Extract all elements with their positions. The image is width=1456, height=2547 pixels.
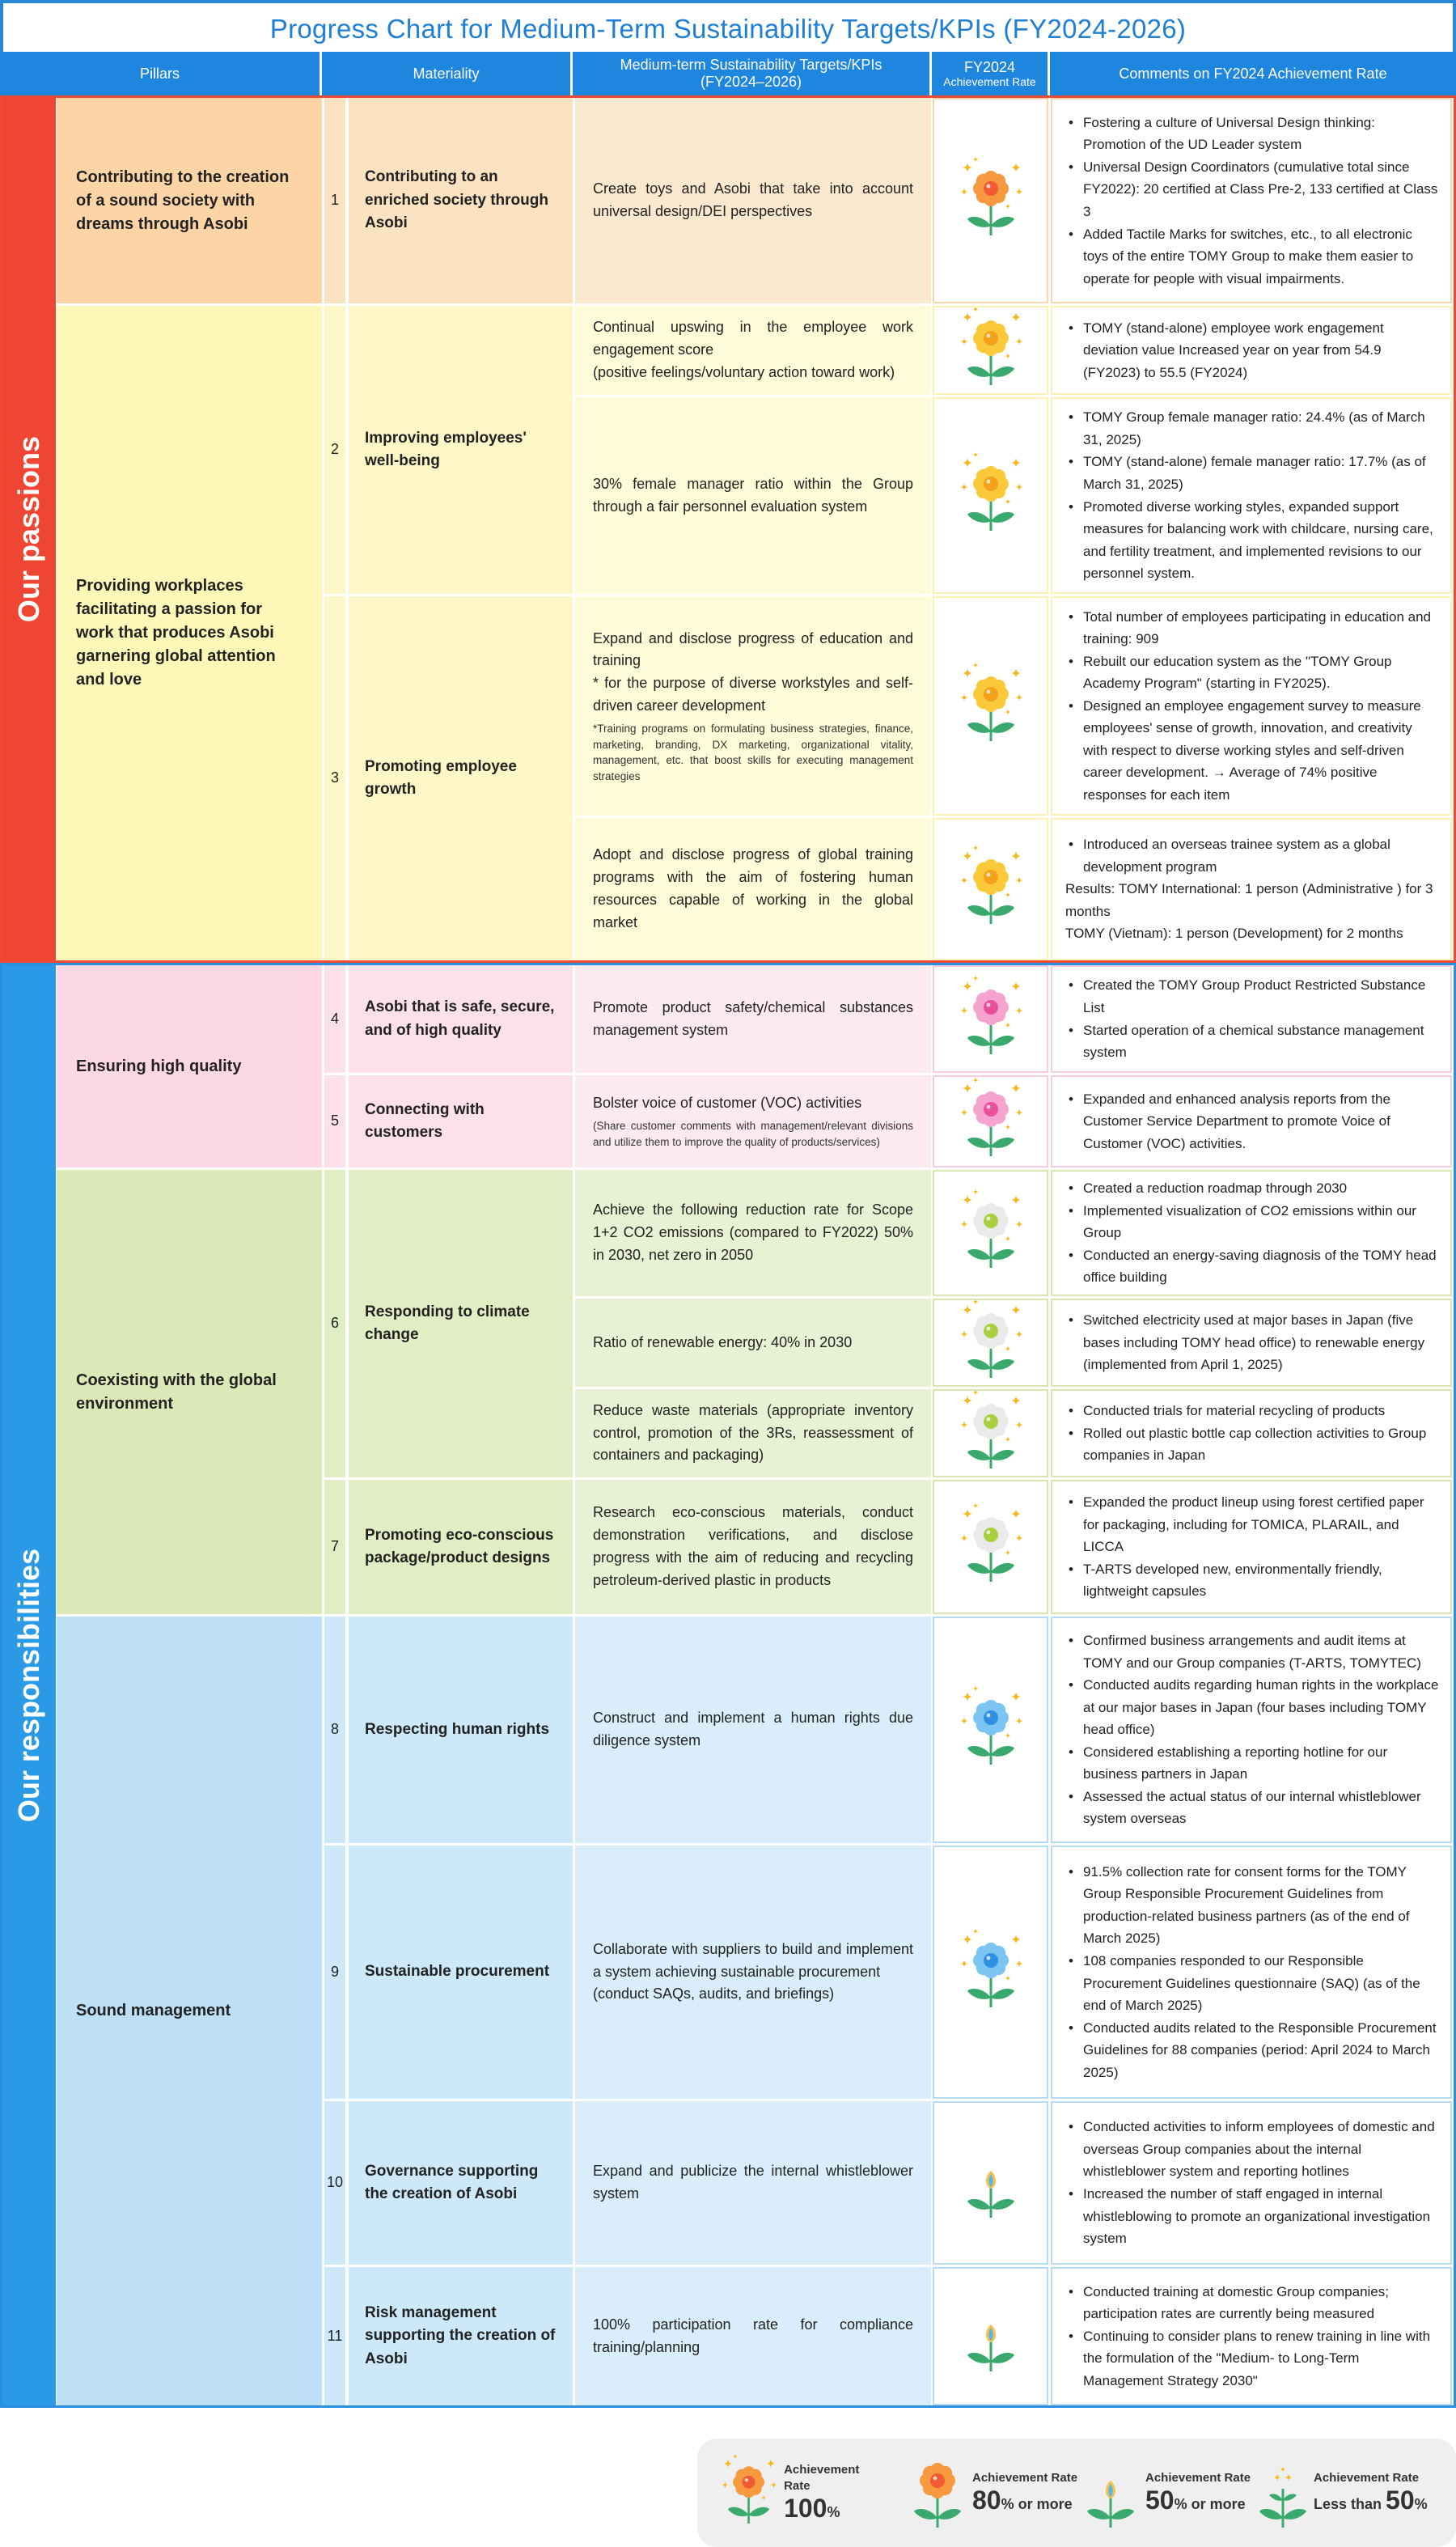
- sparkle-icon: [1010, 1508, 1022, 1519]
- sidebar-our-responsibilities: Our responsibilities: [2, 965, 56, 2405]
- comment-item: • Assessed the actual status of our internal whistleblower system overseas: [1065, 1786, 1439, 1830]
- pillar-global-environment: Coexisting with the global environment: [57, 1170, 322, 1614]
- sparkle-icon: [1010, 1691, 1022, 1702]
- sparkle-icon: [1010, 981, 1022, 992]
- materiality-label: Asobi that is safe, secure, and of high quality: [349, 965, 573, 1073]
- kpi-text: Construct and implement a human rights due diligence system: [593, 1710, 913, 1748]
- sparkle-icon: [960, 1007, 968, 1015]
- kpi-text: 30% female manager ratio within the Group through a fair personnel evaluation system: [593, 475, 913, 515]
- sparkle-icon: [960, 1330, 968, 1338]
- comments-cell: [1051, 596, 1452, 816]
- header-pillars: Pillars: [0, 52, 322, 95]
- comments-cell: [1051, 397, 1452, 594]
- comments-cell: [1051, 1299, 1452, 1387]
- sparkle-icon: [972, 975, 979, 981]
- sparkle-icon: [1005, 1346, 1011, 1352]
- legend-item-less-50: Achievement Rate Less than 50%: [1259, 2439, 1453, 2547]
- kpi-subtext: * for the purpose of diverse workstyles and self-driven career development: [593, 675, 913, 714]
- sparkle-icon: [1005, 1436, 1011, 1443]
- kpi-cell: [575, 397, 931, 594]
- sparkle-icon: [962, 1691, 973, 1702]
- comments-cell: [1051, 1480, 1452, 1614]
- sparkle-icon: [972, 451, 979, 458]
- kpi-note: *Training programs on formulating business strategies, finance, marketing, branding, DX marketing, organizational vitality, management, etc. that boost skills for executing management strategies: [593, 723, 913, 782]
- comments-cell: [1051, 1846, 1452, 2099]
- sparkle-icon: [1005, 709, 1011, 715]
- bud-icon: [953, 2138, 1029, 2227]
- kpi-cell: [575, 1617, 931, 1843]
- comment-item: • Conducted training at domestic Group companies; participation rates are currently being measured: [1065, 2281, 1439, 2325]
- sparkle-icon: [972, 662, 979, 668]
- legend-item-100: Achievement Rate 100%: [715, 2439, 877, 2547]
- sparkle-icon: [960, 1534, 968, 1542]
- comment-extra: TOMY (Vietnam): 1 person (Development) for 2 months: [1065, 926, 1403, 942]
- comment-item: • TOMY (stand-alone) employee work engagement deviation value Increased year on year from 54.9 (FY2023) to 55.5 (FY2024): [1065, 317, 1439, 384]
- achievement-rate-cell: [933, 1617, 1048, 1843]
- materiality-label: Promoting employee growth: [349, 596, 573, 960]
- kpi-text: Bolster voice of customer (VOC) activities: [593, 1095, 862, 1112]
- comment-item: • Confirmed business arrangements and audit items at TOMY and our Group companies (T-ARTS, TOMYTEC): [1065, 1629, 1439, 1674]
- sparkle-icon: [1005, 1235, 1011, 1242]
- sparkle-icon: [960, 693, 968, 701]
- sparkle-icon: [1005, 498, 1011, 505]
- comment-item: • Introduced an overseas trainee system as a global development program: [1065, 833, 1439, 878]
- sparkle-icon: [1015, 1717, 1023, 1725]
- header-comments: Comments on FY2024 Achievement Rate: [1119, 65, 1387, 82]
- sparkle-icon: [766, 2459, 776, 2469]
- materiality-number: 2: [324, 306, 345, 594]
- comment-item: • Started operation of a chemical substance management system: [1065, 1019, 1439, 1064]
- sparkle-icon: [1015, 1421, 1023, 1429]
- achievement-rate-cell: [933, 1170, 1048, 1296]
- comment-item: • TOMY (stand-alone) female manager ratio: 17.7% (as of March 31, 2025): [1065, 451, 1439, 495]
- kpi-cell: [575, 1846, 931, 2099]
- pillar-sound-management: Sound management: [57, 1617, 322, 2405]
- materiality-label: Responding to climate change: [349, 1170, 573, 1477]
- flower-icon: [953, 451, 1029, 540]
- page-title: Progress Chart for Medium-Term Sustainability Targets/KPIs (FY2024-2026): [0, 0, 1456, 52]
- materiality-label: Governance supporting the creation of Asobi: [349, 2101, 573, 2265]
- sparkle-icon: [960, 1717, 968, 1725]
- comments-cell: [1051, 965, 1452, 1073]
- kpi-cell: [575, 818, 931, 960]
- sidebar-our-passions: Our passions: [2, 98, 56, 960]
- kpi-cell: [575, 1389, 931, 1477]
- sparkle-icon: [1010, 1194, 1022, 1206]
- sparkle-icon: [962, 162, 973, 173]
- sprout-less-50-icon: [1259, 2448, 1307, 2537]
- comment-item: • Added Tactile Marks for switches, etc., to all electronic toys of the entire TOMY Group to make them easier to operate for people with visual impairments.: [1065, 223, 1439, 290]
- sparkle-icon: [722, 2481, 729, 2489]
- achievement-rate-cell: [933, 98, 1048, 303]
- kpi-cell: [575, 965, 931, 1073]
- comment-item: • 91.5% collection rate for consent forms for the TOMY Group Responsible Procurement Guidelines from production-related business partners (as of the end of March 2025): [1065, 1861, 1439, 1950]
- comment-item: • Conducted an energy-saving diagnosis of the TOMY head office building: [1065, 1244, 1439, 1289]
- sparkle-icon: [1010, 667, 1022, 679]
- kpi-text: Promote product safety/chemical substances management system: [593, 998, 913, 1038]
- comments-cell: [1051, 98, 1452, 303]
- sparkle-icon: [972, 845, 979, 851]
- comment-item: • Expanded and enhanced analysis reports from the Customer Service Department to promote Voice of Customer (VOC) activities.: [1065, 1088, 1439, 1155]
- sparkle-icon: [1005, 203, 1011, 210]
- materiality-label: Risk management supporting the creation of Asobi: [349, 2267, 573, 2405]
- sparkle-icon: [960, 483, 968, 491]
- achievement-rate-cell: [933, 965, 1048, 1073]
- comment-item: • Fostering a culture of Universal Design thinking: Promotion of the UD Leader system: [1065, 112, 1439, 156]
- kpi-text: Expand and disclose progress of education and training: [593, 629, 913, 669]
- kpi-text: Research eco-conscious materials, conduct demonstration verifications, and disclose progress with the aim of reducing and recycling petroleum-derived plastic in products: [593, 1504, 913, 1588]
- flower-icon: [953, 845, 1029, 934]
- comment-item: • Conducted trials for material recycling of products: [1065, 1400, 1439, 1422]
- comment-item: • Considered establishing a reporting hotline for our business partners in Japan: [1065, 1741, 1439, 1786]
- kpi-cell: [575, 2101, 931, 2265]
- header-kpi: Medium-term Sustainability Targets/KPIs (FY2024–2026): [573, 52, 932, 95]
- flower-icon: [953, 662, 1029, 751]
- materiality-label: Sustainable procurement: [349, 1846, 573, 2099]
- sparkle-icon: [1015, 1108, 1023, 1117]
- flower-icon: [953, 975, 1029, 1064]
- sparkle-icon: [960, 876, 968, 884]
- sparkle-icon: [962, 981, 973, 992]
- sparkle-icon: [972, 1502, 979, 1509]
- comment-item: • Created a reduction roadmap through 2030: [1065, 1177, 1439, 1200]
- achievement-rate-cell: [933, 1846, 1048, 2099]
- comments-cell: [1051, 818, 1452, 960]
- sparkle-icon: [962, 667, 973, 679]
- sparkle-icon: [1010, 1395, 1022, 1406]
- achievement-rate-cell: [933, 1075, 1048, 1168]
- materiality-number: 4: [324, 965, 345, 1073]
- comment-item: • Switched electricity used at major bases in Japan (five bases including TOMY head office) to renewable energy (implemented from April 1, 2025): [1065, 1309, 1439, 1376]
- comment-item: • Created the TOMY Group Product Restricted Substance List: [1065, 974, 1439, 1019]
- achievement-rate-cell: [933, 1389, 1048, 1477]
- sparkle-icon: [962, 1304, 973, 1316]
- sparkle-icon: [962, 850, 973, 862]
- kpi-text: Adopt and disclose progress of global training programs with the aim of fostering human resources capable of working in the global market: [593, 846, 913, 930]
- materiality-number: 6: [324, 1170, 345, 1477]
- pillar-high-quality: Ensuring high quality: [57, 965, 322, 1168]
- kpi-subtext: (positive feelings/voluntary action toward work): [593, 363, 895, 380]
- materiality-number: 1: [324, 98, 345, 303]
- flower-icon: [953, 1077, 1029, 1166]
- flower-icon: [953, 1928, 1029, 2017]
- materiality-label: Respecting human rights: [349, 1617, 573, 1843]
- legend-item-80: Achievement Rate 80% or more: [909, 2439, 1079, 2547]
- comments-cell: [1051, 2267, 1452, 2405]
- sparkle-icon: [1010, 850, 1022, 862]
- materiality-label: Contributing to an enriched society through Asobi: [349, 98, 573, 303]
- bud-50-icon: [1082, 2448, 1139, 2537]
- materiality-label: Connecting with customers: [349, 1075, 573, 1168]
- sparkle-icon: [1005, 1732, 1011, 1739]
- comment-item: • Conducted audits regarding human rights in the workplace at our major bases in Japan (four bases including TOMY head office): [1065, 1674, 1439, 1741]
- sparkle-icon: [1005, 1124, 1011, 1130]
- materiality-number: 9: [324, 1846, 345, 2099]
- achievement-rate-cell: [933, 818, 1048, 960]
- comment-item: • Designed an employee engagement survey to measure employees' sense of growth, innovation, and creativity with respect to diverse working styles and self-driven career development. → Average of 74% positive responses for each item: [1065, 695, 1439, 807]
- sparkle-icon: [1015, 1960, 1023, 1968]
- sparkle-icon: [972, 1928, 979, 1935]
- sparkle-icon: [972, 1299, 979, 1305]
- kpi-text: Reduce waste materials (appropriate inventory control, promotion of the 3Rs, reassessment of containers and packaging): [593, 1401, 913, 1464]
- sparkle-icon: [1010, 311, 1022, 323]
- kpi-text: Expand and publicize the internal whistleblower system: [593, 2163, 913, 2202]
- materiality-number: 3: [324, 596, 345, 960]
- sparkle-icon: [1015, 188, 1023, 196]
- flower-80-icon: [909, 2448, 966, 2537]
- comment-item: • Promoted diverse working styles, expanded support measures for balancing work with childcare, nursing care, and fertility treatment, and implemented revisions to our personnel system.: [1065, 496, 1439, 585]
- pillar-workplaces: Providing workplaces facilitating a passion for work that produces Asobi garnering global attention and love: [57, 306, 322, 960]
- pillar-sound-society: Contributing to the creation of a sound society with dreams through Asobi: [57, 98, 322, 303]
- sparkle-icon: [1015, 1220, 1023, 1228]
- sparkle-icon: [1015, 1007, 1023, 1015]
- flower-100-icon: [715, 2448, 782, 2537]
- comment-item: • Expanded the product lineup using forest certified paper for packaging, including for TOMICA, PLARAIL, and LICCA: [1065, 1491, 1439, 1558]
- table-header: [0, 52, 1456, 95]
- comment-item: • Universal Design Coordinators (cumulative total since FY2022): 20 certified at Class Pre-2, 133 certified at Class 3: [1065, 156, 1439, 223]
- kpi-text: Ratio of renewable energy: 40% in 2030: [593, 1333, 853, 1350]
- sparkle-icon: [1010, 1304, 1022, 1316]
- sparkle-icon: [1273, 2473, 1281, 2481]
- comment-item: • Continuing to consider plans to renew training in line with the formulation of the "Medium- to Long-Term Management Strategy 2030": [1065, 2325, 1439, 2392]
- materiality-number: 10: [324, 2101, 345, 2265]
- comment-item: • Increased the number of staff engaged in internal whistleblowing to promote an organizational investigation system: [1065, 2183, 1439, 2250]
- sparkle-icon: [770, 2481, 777, 2489]
- materiality-label: Promoting eco-conscious package/product designs: [349, 1480, 573, 1614]
- kpi-note: (Share customer comments with management/relevant divisions and utilize them to improve the quality of products/services): [593, 1120, 913, 1148]
- sparkle-icon: [1010, 1934, 1022, 1945]
- comments-cell: [1051, 1617, 1452, 1843]
- sparkle-icon: [1005, 892, 1011, 898]
- kpi-cell: [575, 1299, 931, 1387]
- achievement-rate-cell: [933, 306, 1048, 395]
- sparkle-icon: [761, 2495, 767, 2501]
- comment-item: • Rebuilt our education system as the "TOMY Group Academy Program" (starting in FY2025).: [1065, 651, 1439, 695]
- kpi-cell: [575, 596, 931, 816]
- sparkle-icon: [1015, 1534, 1023, 1542]
- sparkle-icon: [1285, 2473, 1293, 2481]
- header-materiality: Materiality: [322, 52, 573, 95]
- sparkle-icon: [962, 1934, 973, 1945]
- flower-icon: [953, 1299, 1029, 1387]
- sparkle-icon: [1015, 1330, 1023, 1338]
- comment-item: • Implemented visualization of CO2 emissions within our Group: [1065, 1200, 1439, 1244]
- flower-icon: [953, 1389, 1029, 1477]
- flower-icon: [953, 1189, 1029, 1278]
- bud-icon: [953, 2292, 1029, 2381]
- kpi-text: Continual upswing in the employee work engagement score: [593, 319, 913, 358]
- flower-icon: [953, 156, 1029, 245]
- kpi-text: Create toys and Asobi that take into account universal design/DEI perspectives: [593, 180, 913, 219]
- sparkle-icon: [1015, 876, 1023, 884]
- sparkle-icon: [723, 2459, 733, 2469]
- sparkle-icon: [972, 1189, 979, 1195]
- sparkle-icon: [1010, 1083, 1022, 1094]
- kpi-cell: [575, 1075, 931, 1168]
- sparkle-icon: [960, 1108, 968, 1117]
- sparkle-icon: [960, 1220, 968, 1228]
- sparkle-icon: [962, 1194, 973, 1206]
- sparkle-icon: [972, 1685, 979, 1692]
- sparkle-icon: [732, 2453, 738, 2459]
- comment-extra: Results: TOMY International: 1 person (Administrative ) for 3 months: [1065, 881, 1433, 919]
- materiality-number: 7: [324, 1480, 345, 1614]
- achievement-rate-cell: [933, 2101, 1048, 2265]
- comments-cell: [1051, 1389, 1452, 1477]
- materiality-number: 5: [324, 1075, 345, 1168]
- header-achievement-rate: FY2024 Achievement Rate: [932, 52, 1050, 95]
- kpi-text: Achieve the following reduction rate for Scope 1+2 CO2 emissions (compared to FY2022) 50% in 2030, net zero in 2050: [593, 1201, 913, 1263]
- sparkle-icon: [972, 1389, 979, 1396]
- sparkle-icon: [1280, 2466, 1286, 2473]
- kpi-cell: [575, 2267, 931, 2405]
- achievement-rate-cell: [933, 397, 1048, 594]
- comment-item: • Conducted activities to inform employees of domestic and overseas Group companies about the internal whistleblower system and reporting hotlines: [1065, 2116, 1439, 2183]
- kpi-cell: [575, 1480, 931, 1614]
- sparkle-icon: [962, 457, 973, 468]
- sparkle-icon: [1005, 1549, 1011, 1556]
- sparkle-icon: [972, 306, 979, 312]
- sparkle-icon: [960, 337, 968, 345]
- kpi-cell: [575, 306, 931, 395]
- materiality-label: Improving employees' well-being: [349, 306, 573, 594]
- comment-item: • T-ARTS developed new, environmentally friendly, lightweight capsules: [1065, 1558, 1439, 1603]
- sparkle-icon: [962, 1508, 973, 1519]
- comments-cell: [1051, 1170, 1452, 1296]
- kpi-text: 100% participation rate for compliance training/planning: [593, 2316, 913, 2355]
- sparkle-icon: [1010, 162, 1022, 173]
- sparkle-icon: [1015, 337, 1023, 345]
- sparkle-icon: [972, 1077, 979, 1083]
- flower-icon: [953, 1502, 1029, 1591]
- materiality-number: 11: [324, 2267, 345, 2405]
- sparkle-icon: [962, 1083, 973, 1094]
- sparkle-icon: [960, 1960, 968, 1968]
- sparkle-icon: [960, 188, 968, 196]
- kpi-text: Collaborate with suppliers to build and implement a system achieving sustainable procurement: [593, 1940, 913, 1980]
- sparkle-icon: [962, 1395, 973, 1406]
- achievement-rate-cell: [933, 1480, 1048, 1614]
- flower-icon: [953, 1685, 1029, 1774]
- comments-cell: [1051, 306, 1452, 395]
- sparkle-icon: [1015, 483, 1023, 491]
- sparkle-icon: [1005, 1022, 1011, 1028]
- comments-cell: [1051, 1075, 1452, 1168]
- materiality-number: 8: [324, 1617, 345, 1843]
- achievement-rate-cell: [933, 596, 1048, 816]
- comment-item: • 108 companies responded to our Responsible Procurement Guidelines questionnaire (SAQ) (as of the end of March 2025): [1065, 1950, 1439, 2017]
- comments-cell: [1051, 2101, 1452, 2265]
- sparkle-icon: [960, 1421, 968, 1429]
- sparkle-icon: [1005, 1975, 1011, 1981]
- kpi-subtext: (conduct SAQs, audits, and briefings): [593, 1985, 835, 2002]
- comment-item: • TOMY Group female manager ratio: 24.4% (as of March 31, 2025): [1065, 406, 1439, 451]
- comment-item: • Rolled out plastic bottle cap collection activities to Group companies in Japan: [1065, 1422, 1439, 1467]
- kpi-cell: [575, 1170, 931, 1296]
- flower-icon: [953, 306, 1029, 395]
- sparkle-icon: [1005, 353, 1011, 359]
- legend: [697, 2439, 1456, 2547]
- sparkle-icon: [972, 156, 979, 163]
- kpi-cell: [575, 98, 931, 303]
- comment-item: • Total number of employees participating in education and training: 909: [1065, 606, 1439, 651]
- achievement-rate-cell: [933, 1299, 1048, 1387]
- sparkle-icon: [1015, 693, 1023, 701]
- legend-item-50: Achievement Rate 50% or more: [1082, 2439, 1252, 2547]
- sparkle-icon: [962, 311, 973, 323]
- comment-item: • Conducted audits related to the Responsible Procurement Guidelines for 88 companies (period: April 2024 to March 2025): [1065, 2017, 1439, 2084]
- achievement-rate-cell: [933, 2267, 1048, 2405]
- sparkle-icon: [1010, 457, 1022, 468]
